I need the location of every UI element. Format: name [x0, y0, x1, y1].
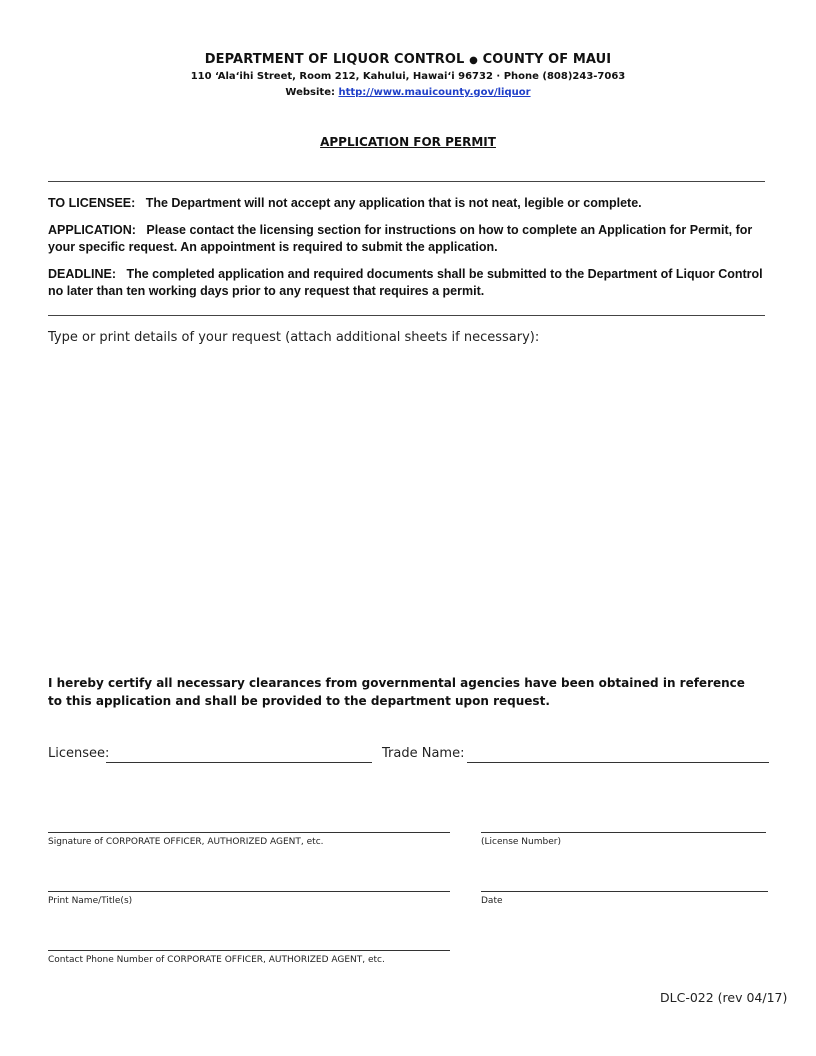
- notice-application: [48, 222, 770, 256]
- licensee-field[interactable]: [106, 762, 372, 763]
- print-name-caption: Print Name/Title(s): [48, 896, 133, 906]
- contact-phone-caption: Contact Phone Number of CORPORATE OFFICER, AUTHORIZED AGENT, etc.: [48, 955, 385, 965]
- notice-text: The Department will not accept any application that is not neat, legible or complete.: [145, 196, 642, 210]
- divider-bottom: [48, 315, 765, 316]
- details-prompt: Type or print details of your request (attach additional sheets if necessary):: [48, 330, 540, 345]
- contact-phone-field[interactable]: [48, 950, 450, 951]
- print-name-field[interactable]: [48, 891, 450, 892]
- notice-text: Please contact the licensing section for instructions on how to complete an Application for Permit, for your specific request. An appointment is required to submit the application.: [48, 223, 753, 254]
- signature-field[interactable]: [48, 832, 450, 833]
- form-number: DLC-022 (rev 04/17): [660, 990, 788, 1005]
- divider-top: [48, 181, 765, 182]
- form-title-text: APPLICATION FOR PERMIT: [320, 135, 496, 149]
- date-field[interactable]: [481, 891, 768, 892]
- licensee-label: Licensee:: [48, 746, 110, 761]
- bullet-icon: ●: [469, 55, 478, 66]
- website-link[interactable]: http://www.mauicounty.gov/liquor: [338, 87, 531, 98]
- signature-caption: Signature of CORPORATE OFFICER, AUTHORIZED AGENT, etc.: [48, 837, 324, 847]
- notice-label: DEADLINE:: [48, 267, 117, 281]
- license-number-field[interactable]: [481, 832, 766, 833]
- county-name: COUNTY OF MAUI: [482, 52, 612, 67]
- trade-name-label: Trade Name:: [382, 746, 465, 761]
- department-title: [0, 52, 816, 67]
- form-title: [0, 135, 816, 149]
- notice-label: TO LICENSEE:: [48, 196, 136, 210]
- notice-label: APPLICATION:: [48, 223, 136, 237]
- trade-name-field[interactable]: [467, 762, 769, 763]
- certification-statement: I hereby certify all necessary clearances from governmental agencies have been obtained in reference to this application and shall be provided to the department upon request.: [48, 676, 745, 708]
- date-caption: Date: [481, 896, 503, 906]
- notice-text: The completed application and required documents shall be submitted to the Department of Liquor Control no later than ten working days prior to any request that requires a permit.: [48, 267, 763, 298]
- details-writing-area[interactable]: [48, 355, 765, 655]
- department-address: 110 ‘Ala‘ihi Street, Room 212, Kahului, Hawai‘i 96732 · Phone (808)243-7063: [190, 71, 626, 82]
- license-number-caption: (License Number): [481, 837, 561, 847]
- notice-to-licensee: [48, 195, 770, 212]
- notice-deadline: [48, 266, 770, 300]
- website-line: [0, 87, 816, 98]
- department-name: DEPARTMENT OF LIQUOR CONTROL: [204, 52, 465, 67]
- website-label: Website:: [285, 87, 335, 98]
